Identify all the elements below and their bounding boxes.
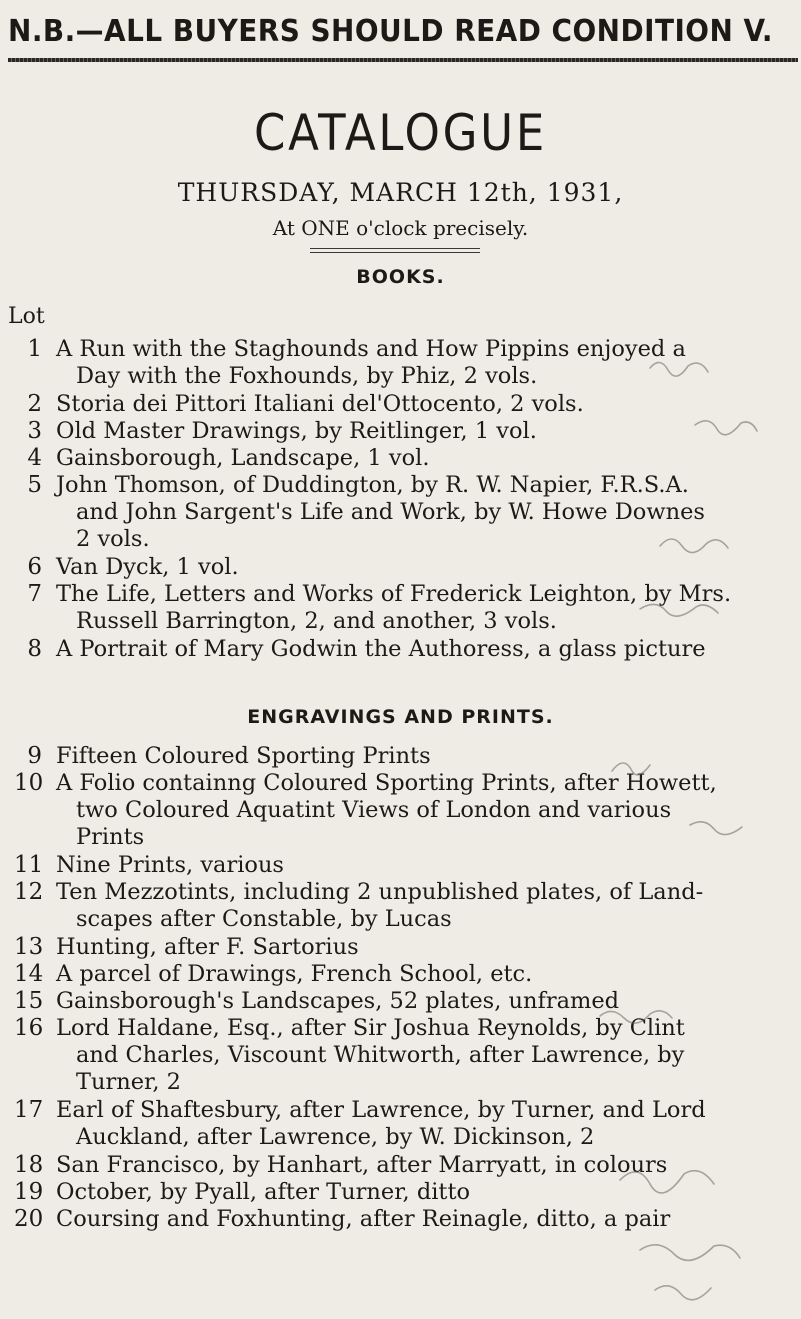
lot-number: 12: [14, 879, 44, 905]
pencil-mark: [600, 1011, 672, 1023]
lot-description-line: Day with the Foxhounds, by Phiz, 2 vols.: [76, 363, 538, 389]
lot-number: 19: [14, 1179, 44, 1205]
lot-description-line: Coursing and Foxhunting, after Reinagle, ditto, a pair: [56, 1206, 671, 1232]
lot-description-line: A parcel of Drawings, French School, etc.: [56, 961, 533, 987]
lot-number: 15: [14, 988, 44, 1014]
pencil-mark: [660, 539, 728, 553]
lot-description-line: and John Sargent's Life and Work, by W. Howe Downes: [76, 499, 705, 525]
lot-number: 4: [27, 445, 42, 471]
lot-description-line: Hunting, after F. Sartorius: [56, 934, 359, 960]
lot-number: 2: [27, 391, 42, 417]
pencil-mark: [640, 1245, 740, 1261]
lot-column-label: Lot: [8, 304, 45, 329]
lot-description-line: Fifteen Coloured Sporting Prints: [56, 743, 431, 769]
lot-number: 18: [14, 1152, 44, 1178]
lot-number: 5: [27, 472, 42, 498]
lot-description-line: John Thomson, of Duddington, by R. W. Napier, F.R.S.A.: [56, 472, 689, 498]
lot-description-line: Storia dei Pittori Italiani del'Ottocento, 2 vols.: [56, 391, 584, 417]
lot-description-line: and Charles, Viscount Whitworth, after Lawrence, by: [76, 1042, 685, 1068]
lot-number: 16: [14, 1015, 44, 1041]
lot-number: 7: [27, 581, 42, 607]
lot-number: 10: [14, 770, 44, 796]
lot-description-line: San Francisco, by Hanhart, after Marryatt, in colours: [56, 1152, 668, 1178]
lot-description-line: Auckland, after Lawrence, by W. Dickinson, 2: [76, 1124, 595, 1150]
lot-description-line: Prints: [76, 824, 145, 850]
lot-description-line: 2 vols.: [76, 526, 150, 552]
lot-number: 17: [14, 1097, 44, 1123]
lot-description-line: A Folio containng Coloured Sporting Prints, after Howett,: [56, 770, 717, 796]
pencil-mark: [690, 822, 742, 835]
lot-number: 14: [14, 961, 44, 987]
lot-number: 11: [14, 852, 44, 878]
lot-description-line: Russell Barrington, 2, and another, 3 vols.: [76, 608, 557, 634]
lot-description-line: A Run with the Staghounds and How Pippins enjoyed a: [56, 336, 686, 362]
sale-date: THURSDAY, MARCH 12th, 1931,: [177, 178, 624, 207]
lot-description-line: Gainsborough's Landscapes, 52 plates, unframed: [56, 988, 620, 1014]
catalogue-title: CATALOGUE: [254, 104, 547, 162]
lot-description-line: Ten Mezzotints, including 2 unpublished plates, of Land-: [56, 879, 704, 905]
pencil-mark: [612, 763, 650, 775]
lot-number: 3: [27, 418, 42, 444]
lot-description-line: October, by Pyall, after Turner, ditto: [56, 1179, 471, 1205]
buyers-notice: N.B.—ALL BUYERS SHOULD READ CONDITION V.: [8, 14, 773, 49]
lot-description-line: two Coloured Aquatint Views of London and various: [76, 797, 672, 823]
lot-number: 8: [27, 636, 42, 662]
pencil-mark: [640, 604, 718, 616]
lot-number: 1: [27, 336, 42, 362]
section-books: BOOKS.: [356, 266, 445, 288]
lot-description-line: Gainsborough, Landscape, 1 vol.: [56, 445, 430, 471]
lot-description-line: scapes after Constable, by Lucas: [76, 906, 452, 932]
pencil-mark: [620, 1171, 714, 1193]
lot-description-line: Old Master Drawings, by Reitlinger, 1 vol.: [56, 418, 537, 444]
lot-description-line: Van Dyck, 1 vol.: [56, 554, 239, 580]
section-engravings: ENGRAVINGS AND PRINTS.: [247, 706, 554, 728]
lot-description-line: Lord Haldane, Esq., after Sir Joshua Reynolds, by Clint: [56, 1015, 685, 1041]
lot-description-line: Nine Prints, various: [56, 852, 284, 878]
sale-time: At ONE o'clock precisely.: [272, 216, 529, 240]
pencil-mark: [650, 362, 708, 376]
lot-number: 6: [27, 554, 42, 580]
pencil-mark: [655, 1286, 711, 1300]
lot-number: 9: [27, 743, 42, 769]
lot-description-line: A Portrait of Mary Godwin the Authoress, a glass picture: [56, 636, 706, 662]
lot-number: 20: [14, 1206, 44, 1232]
lot-number: 13: [14, 934, 44, 960]
lot-description-line: The Life, Letters and Works of Frederick Leighton, by Mrs.: [56, 581, 732, 607]
lot-description-line: Earl of Shaftesbury, after Lawrence, by Turner, and Lord: [56, 1097, 706, 1123]
pencil-mark: [695, 421, 757, 435]
lot-description-line: Turner, 2: [76, 1069, 181, 1095]
